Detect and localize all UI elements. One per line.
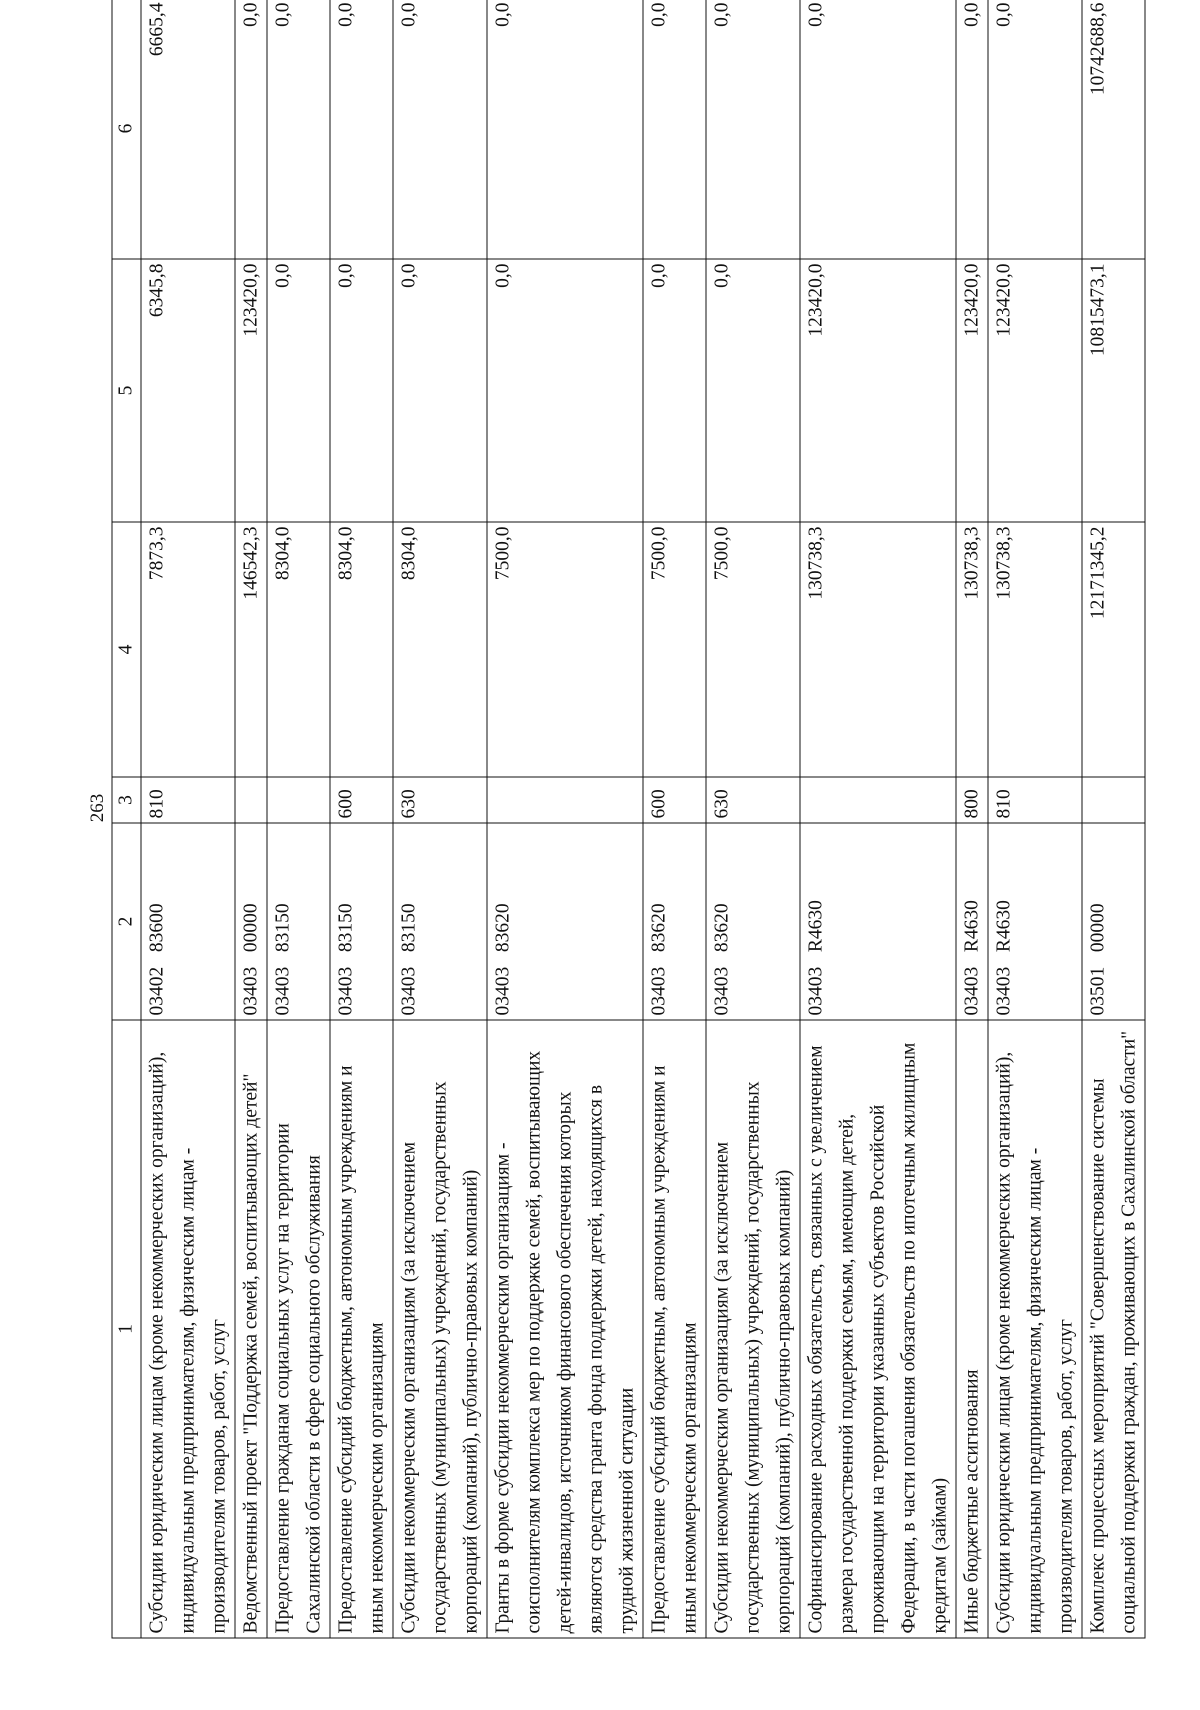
- budget-table-rotated: [111, 0, 1139, 1639]
- row-value-col4: 12171345,2: [1082, 522, 1145, 777]
- column-header: 1: [112, 1020, 141, 1638]
- table-row: [393, 0, 487, 1638]
- row-value-col4: 7500,0: [643, 522, 706, 777]
- row-code-cell: 03403 R4630: [988, 823, 1082, 1020]
- row-value-col4: 130738,3: [800, 522, 956, 777]
- table-row: [1082, 0, 1145, 1638]
- table-row: [235, 0, 267, 1638]
- row-code-cell: 03403 83150: [393, 823, 487, 1020]
- row-value-col5: 10815473,1: [1082, 259, 1145, 522]
- table-row: [988, 0, 1082, 1638]
- table-row: [706, 0, 800, 1638]
- table-row: [330, 0, 393, 1638]
- row-name-cell: Предоставление субсидий бюджетным, автономным учреждениям и иным некоммерческим организациям: [643, 1020, 706, 1638]
- row-value-col6: 0,0: [706, 0, 800, 259]
- table-row: [800, 0, 956, 1638]
- row-value-col5: 0,0: [487, 259, 643, 522]
- row-code-cell: 03403 83620: [643, 823, 706, 1020]
- row-value-col4: 7500,0: [706, 522, 800, 777]
- row-type-cell: 810: [988, 777, 1082, 823]
- row-value-col6: 6665,4: [141, 0, 235, 259]
- row-code-cell: 03403 83150: [267, 823, 330, 1020]
- column-header: 5: [112, 259, 141, 522]
- row-value-col4: 8304,0: [393, 522, 487, 777]
- row-type-cell: [800, 777, 956, 823]
- row-code-cell: 03403 83150: [330, 823, 393, 1020]
- row-value-col6: 0,0: [330, 0, 393, 259]
- table-row: [487, 0, 643, 1638]
- row-value-col5: 0,0: [267, 259, 330, 522]
- row-value-col4: 130738,3: [956, 522, 988, 777]
- row-type-cell: 600: [330, 777, 393, 823]
- table-row: [267, 0, 330, 1638]
- row-name-cell: Предоставление гражданам социальных услуг на территории Сахалинской области в сфере социального обслуживания: [267, 1020, 330, 1638]
- column-header: 3: [112, 777, 141, 823]
- row-name-cell: Комплекс процессных мероприятий "Совершенствование системы социальной поддержки граждан, проживающих в Сахалинской области": [1082, 1020, 1145, 1638]
- row-value-col5: 123420,0: [956, 259, 988, 522]
- row-name-cell: Субсидии некоммерческим организациям (за исключением государственных (муниципальных) учреждений, государственных корпораций (компаний), публично-правовых компаний): [393, 1020, 487, 1638]
- row-value-col5: 0,0: [643, 259, 706, 522]
- row-type-cell: [487, 777, 643, 823]
- row-code-cell: 03402 83600: [141, 823, 235, 1020]
- row-name-cell: Иные бюджетные ассигнования: [956, 1020, 988, 1638]
- row-value-col6: 0,0: [393, 0, 487, 259]
- row-value-col6: 0,0: [956, 0, 988, 259]
- row-value-col4: 130738,3: [988, 522, 1082, 777]
- row-code-cell: 03403 83620: [487, 823, 643, 1020]
- row-name-cell: Субсидии юридическим лицам (кроме некоммерческих организаций), индивидуальным предпринимателям, физическим лицам - производителям товаров, работ, услуг: [141, 1020, 235, 1638]
- row-name-cell: Предоставление субсидий бюджетным, автономным учреждениям и иным некоммерческим организациям: [330, 1020, 393, 1638]
- row-name-cell: Гранты в форме субсидии некоммерческим организациям - соисполнителям комплекса мер по поддержке семей, воспитывающих детей-инвалидов, источником финансового обеспечения которых являются средства гранта фонда поддержки детей, находящихся в трудной жизненной ситуации: [487, 1020, 643, 1638]
- table-row: [956, 0, 988, 1638]
- row-code-cell: 03403 R4630: [800, 823, 956, 1020]
- row-name-cell: Ведомственный проект "Поддержка семей, воспитывающих детей": [235, 1020, 267, 1638]
- row-value-col6: 0,0: [988, 0, 1082, 259]
- table-row: [643, 0, 706, 1638]
- column-header: 2: [112, 823, 141, 1020]
- row-type-cell: 810: [141, 777, 235, 823]
- page-number: 263: [87, 793, 108, 823]
- row-type-cell: 630: [706, 777, 800, 823]
- row-code-cell: 03403 R4630: [956, 823, 988, 1020]
- row-type-cell: [1082, 777, 1145, 823]
- row-value-col4: 7500,0: [487, 522, 643, 777]
- row-type-cell: 630: [393, 777, 487, 823]
- row-name-cell: Субсидии некоммерческим организациям (за исключением государственных (муниципальных) учреждений, государственных корпораций (компаний), публично-правовых компаний): [706, 1020, 800, 1638]
- row-value-col5: 123420,0: [988, 259, 1082, 522]
- table-header-row: [112, 0, 141, 1638]
- column-header: 4: [112, 522, 141, 777]
- row-value-col5: 0,0: [330, 259, 393, 522]
- row-value-col5: 0,0: [706, 259, 800, 522]
- row-code-cell: 03403 00000: [235, 823, 267, 1020]
- row-value-col5: 0,0: [393, 259, 487, 522]
- row-value-col6: 0,0: [487, 0, 643, 259]
- row-code-cell: 03501 00000: [1082, 823, 1145, 1020]
- row-value-col6: 0,0: [235, 0, 267, 259]
- row-value-col6: 0,0: [800, 0, 956, 259]
- row-value-col6: 10742688,6: [1082, 0, 1145, 259]
- row-value-col5: 123420,0: [235, 259, 267, 522]
- row-type-cell: 800: [956, 777, 988, 823]
- row-type-cell: [267, 777, 330, 823]
- row-name-cell: Субсидии юридическим лицам (кроме некоммерческих организаций), индивидуальным предпринимателям, физическим лицам - производителям товаров, работ, услуг: [988, 1020, 1082, 1638]
- row-value-col4: 146542,3: [235, 522, 267, 777]
- row-value-col6: 0,0: [643, 0, 706, 259]
- table-row: [141, 0, 235, 1638]
- row-code-cell: 03403 83620: [706, 823, 800, 1020]
- row-type-cell: 600: [643, 777, 706, 823]
- table-body: [141, 0, 1145, 1638]
- row-name-cell: Софинансирование расходных обязательств, связанных с увеличением размера государственной поддержки семьям, имеющим детей, проживающим на территории указанных субъектов Российской Федерации, в части погашения обязательств по ипотечным жилищным кредитам (займам): [800, 1020, 956, 1638]
- row-value-col4: 8304,0: [330, 522, 393, 777]
- row-value-col6: 0,0: [267, 0, 330, 259]
- row-value-col5: 123420,0: [800, 259, 956, 522]
- row-type-cell: [235, 777, 267, 823]
- budget-table: [111, 0, 1145, 1639]
- column-header: 6: [112, 0, 141, 259]
- row-value-col4: 8304,0: [267, 522, 330, 777]
- row-value-col4: 7873,3: [141, 522, 235, 777]
- row-value-col5: 6345,8: [141, 259, 235, 522]
